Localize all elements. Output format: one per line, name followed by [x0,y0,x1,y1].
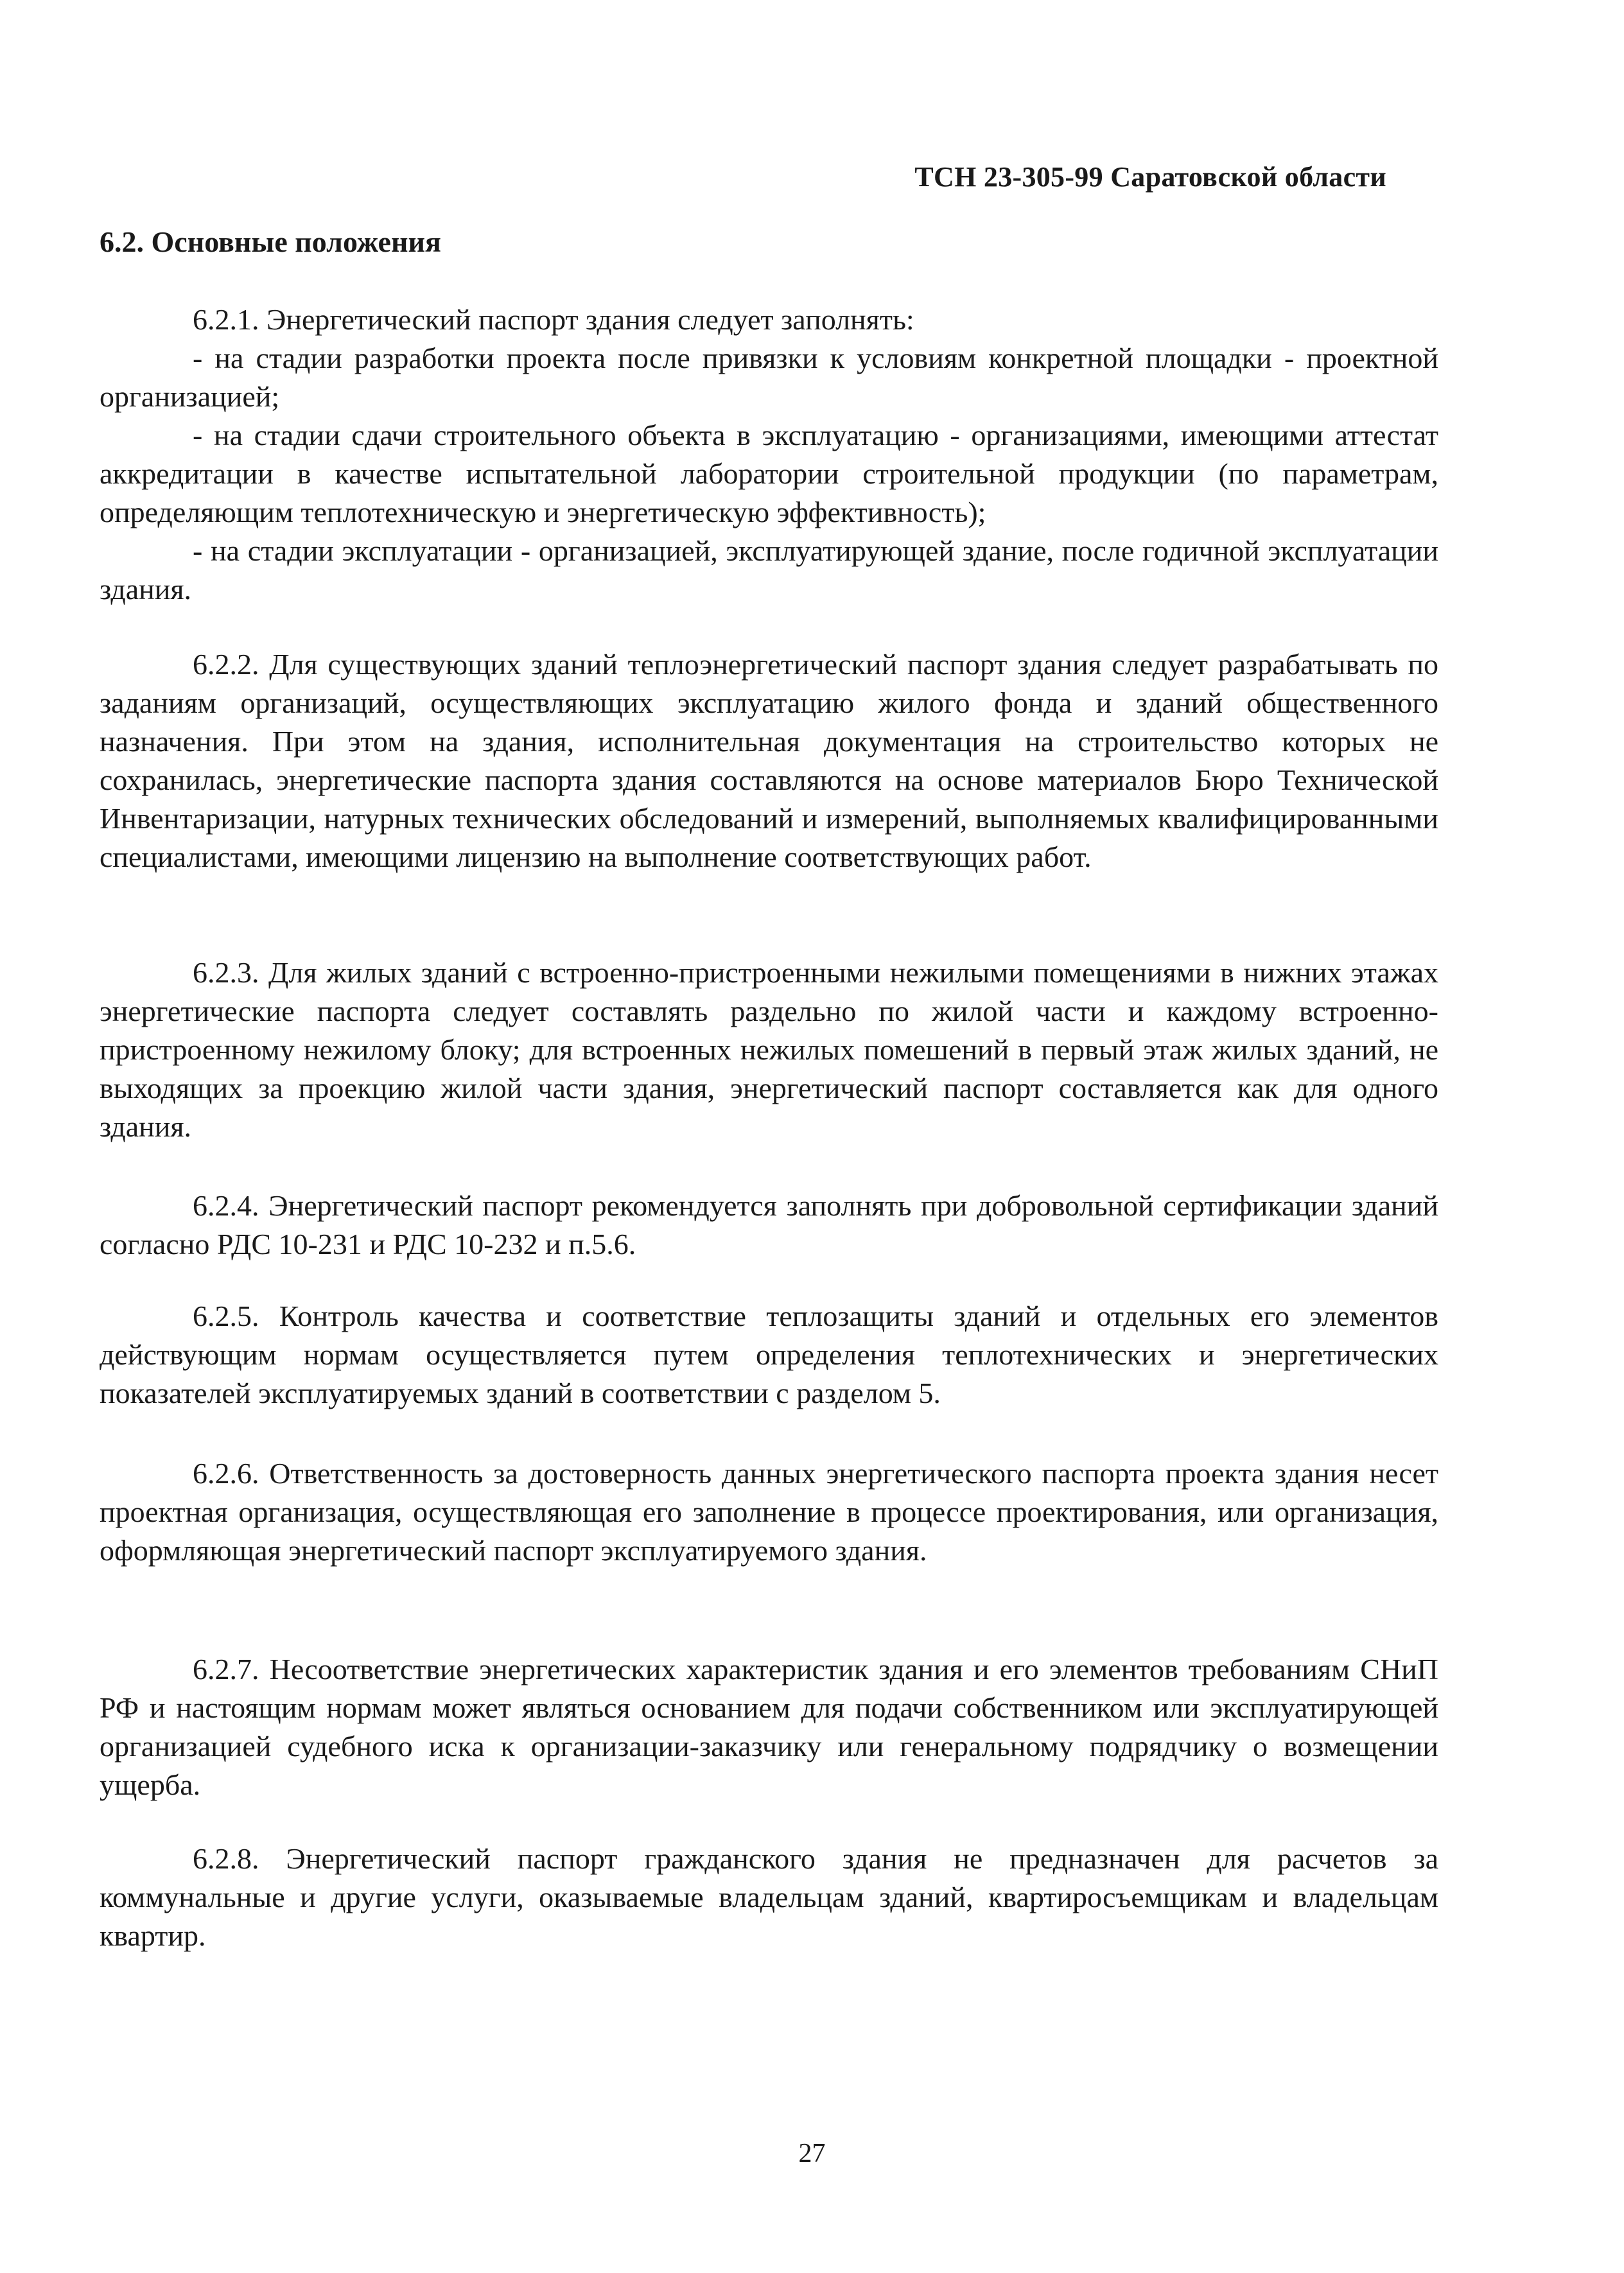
paragraph-number: 6.2.7. [193,1653,259,1685]
paragraph-6-2-3 [100,954,1438,1146]
paragraph-6-2-1 [100,300,1438,609]
paragraph-number: 6.2.5. [193,1300,259,1332]
paragraph-6-2-6 [100,1454,1438,1570]
paragraph-number: 6.2.3. [193,956,259,989]
paragraph-text: Ответственность за достоверность данных энергетического паспорта проекта здания несет проектная организация, осуществляющая его заполнение в процессе проектирования, или организация, оформляющая энергетический паспорт эксплуатируемого здания. [100,1457,1438,1567]
paragraph-number: 6.2.4. [193,1189,259,1222]
paragraph-number: 6.2.6. [193,1457,259,1490]
paragraph-6-2-7 [100,1650,1438,1804]
paragraph-6-2-5 [100,1297,1438,1413]
section-title: 6.2. Основные положения [100,225,441,258]
paragraph-number: 6.2.2. [193,648,259,681]
paragraph-text: Энергетический паспорт гражданского здания не предназначен для расчетов за коммунальные и другие услуги, оказываемые владельцам зданий, квартиросъемщикам и владельцам квартир. [100,1842,1438,1952]
paragraph-text: Энергетический паспорт рекомендуется заполнять при добровольной сертификации зданий согласно РДС 10-231 и РДС 10-232 и п.5.6. [100,1189,1439,1260]
paragraph-text: Энергетический паспорт здания следует заполнять: [266,303,914,336]
paragraph-number: 6.2.1. [193,303,259,336]
paragraph-text: Контроль качества и соответствие теплозащиты зданий и отдельных его элементов действующим нормам осуществляется путем определения теплотехнических и энергетических показателей эксплуатируемых зданий в соответствии с разделом 5. [100,1300,1438,1409]
paragraph-number: 6.2.8. [193,1842,259,1875]
paragraph-text: Для существующих зданий теплоэнергетический паспорт здания следует разрабатывать по заданиям организаций, осуществляющих эксплуатацию жилого фонда и зданий общественного назначения. При этом на здания, исполнительная документация на строительство которых не сохранилась, энергетические паспорта здания составляются на основе материалов Бюро Технической Инвентаризации, натурных технических обследований и измерений, выполняемых квалифицированными специалистами, имеющими лицензию на выполнение соответствующих работ. [100,648,1438,873]
paragraph-6-2-4 [100,1187,1438,1264]
paragraph-6-2-8 [100,1840,1438,1955]
paragraph-intro [100,300,1438,339]
document-header: ТСН 23-305-99 Саратовской области [914,161,1386,193]
list-item: - на стадии эксплуатации - организацией, эксплуатирующей здание, после годичной эксплуатации здания. [100,534,1438,605]
page-number: 27 [798,2139,826,2168]
paragraph-6-2-2 [100,645,1438,876]
list-item: - на стадии разработки проекта после привязки к условиям конкретной площадки - проектной организацией; [100,342,1438,413]
list-item: - на стадии сдачи строительного объекта в эксплуатацию - организациями, имеющими аттестат аккредитации в качестве испытательной лаборатории строительной продукции (по параметрам, определяющим теплотехническую и энергетическую эффективность); [100,419,1438,528]
paragraph-text: Несоответствие энергетических характеристик здания и его элементов требованиям СНиП РФ и настоящим нормам может являться основанием для подачи собственником или эксплуатирующей организацией судебного иска к организации-заказчику или генеральному подрядчику о возмещении ущерба. [100,1653,1438,1801]
paragraph-text: Для жилых зданий с встроенно-пристроенными нежилыми помещениями в нижних этажах энергетические паспорта следует составлять раздельно по жилой части и каждому встроенно-пристроенному нежилому блоку; для встроенных нежилых помешений в первый этаж жилых зданий, не выходящих за проекцию жилой части здания, энергетический паспорт составляется как для одного здания. [100,956,1438,1143]
